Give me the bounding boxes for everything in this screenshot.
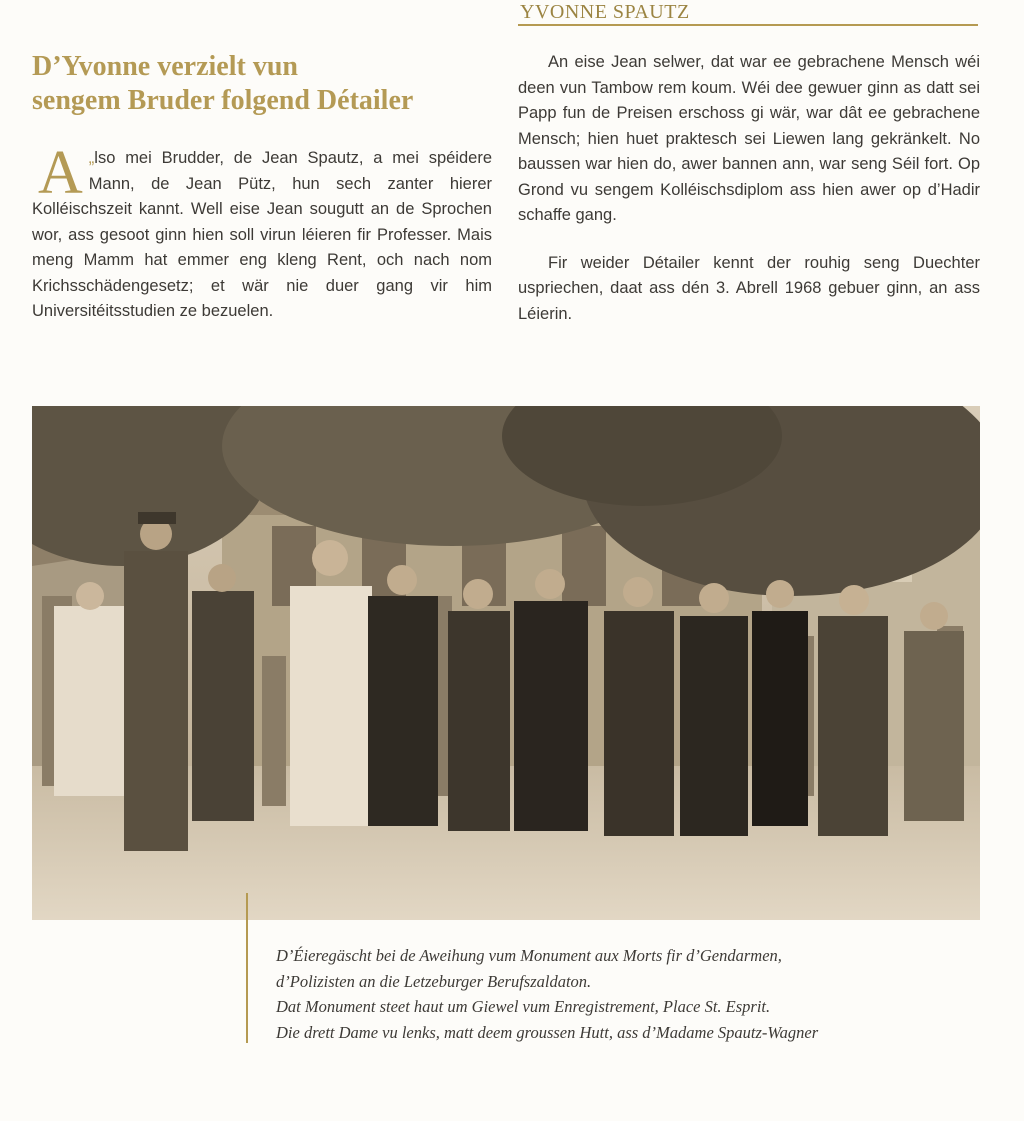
article-title: [32, 50, 502, 118]
opening-quote-mark: „: [88, 149, 95, 167]
photo-illustration: [32, 406, 980, 920]
title-line-2: sengem Bruder folgend Détailer: [32, 85, 414, 116]
right-paragraph-1: An eise Jean selwer, dat war ee gebrachene Mensch wéi deen vun Tambow rem koum. Wéi dee gewuer ginn as datt sei Papp fun de Preisen erschoss gi wär, war dât ee gebrachene Mensch; hien huet praktesch sei Liewen lang gekränkelt. No baussen war hien do, awer bannen ann, war seng Séil fort. Op Grond vu sengem Kolléischsdiplom ass hien awer op d’Hadir schaffe gang.: [518, 53, 980, 224]
caption-line-1: D’Éieregäscht bei de Aweihung vum Monument aux Morts fir d’Gendarmen,: [276, 946, 782, 965]
left-column-text: [32, 139, 492, 325]
right-column-text: [518, 50, 980, 349]
running-head-name: YVONNE SPAUTZ: [520, 1, 690, 23]
running-head: [518, 0, 978, 26]
drop-cap: A: [38, 139, 83, 207]
caption-line-3: Dat Monument steet haut um Giewel vum Enregistrement, Place St. Esprit.: [276, 997, 771, 1016]
caption-line-4: Die drett Dame vu lenks, matt deem groussen Hutt, ass d’Madame Spautz-Wagner: [276, 1022, 819, 1042]
left-paragraph-body: lso mei Brudder, de Jean Spautz, a mei spéidere Mann, de Jean Pütz, hun sech zanter hierer Kolléischszeit kannt. Well eise Jean sougutt an de Sprochen wor, ass gesoot ginn hien soll virun léieren fir Professer. Mais meng Mamm hat emmer eng kleng Rent, och nach nom Krichsschädengesetz; et wär nie duer gang vir him Universitéitsstudien ze bezuelen.: [32, 149, 492, 320]
caption-line-2: d’Polizisten an die Letzeburger Berufszaldaton.: [276, 971, 592, 991]
title-line-1: D’Yvonne verzielt vun: [32, 51, 298, 82]
historical-photograph: [32, 406, 980, 920]
caption-rule: [246, 893, 248, 1043]
photo-caption: [276, 943, 976, 1045]
right-paragraph-2: Fir weider Détailer kennt der rouhig seng Duechter uspriechen, daat ass dén 3. Abrell 1968 gebuer ginn, an ass Léierin.: [518, 253, 980, 323]
